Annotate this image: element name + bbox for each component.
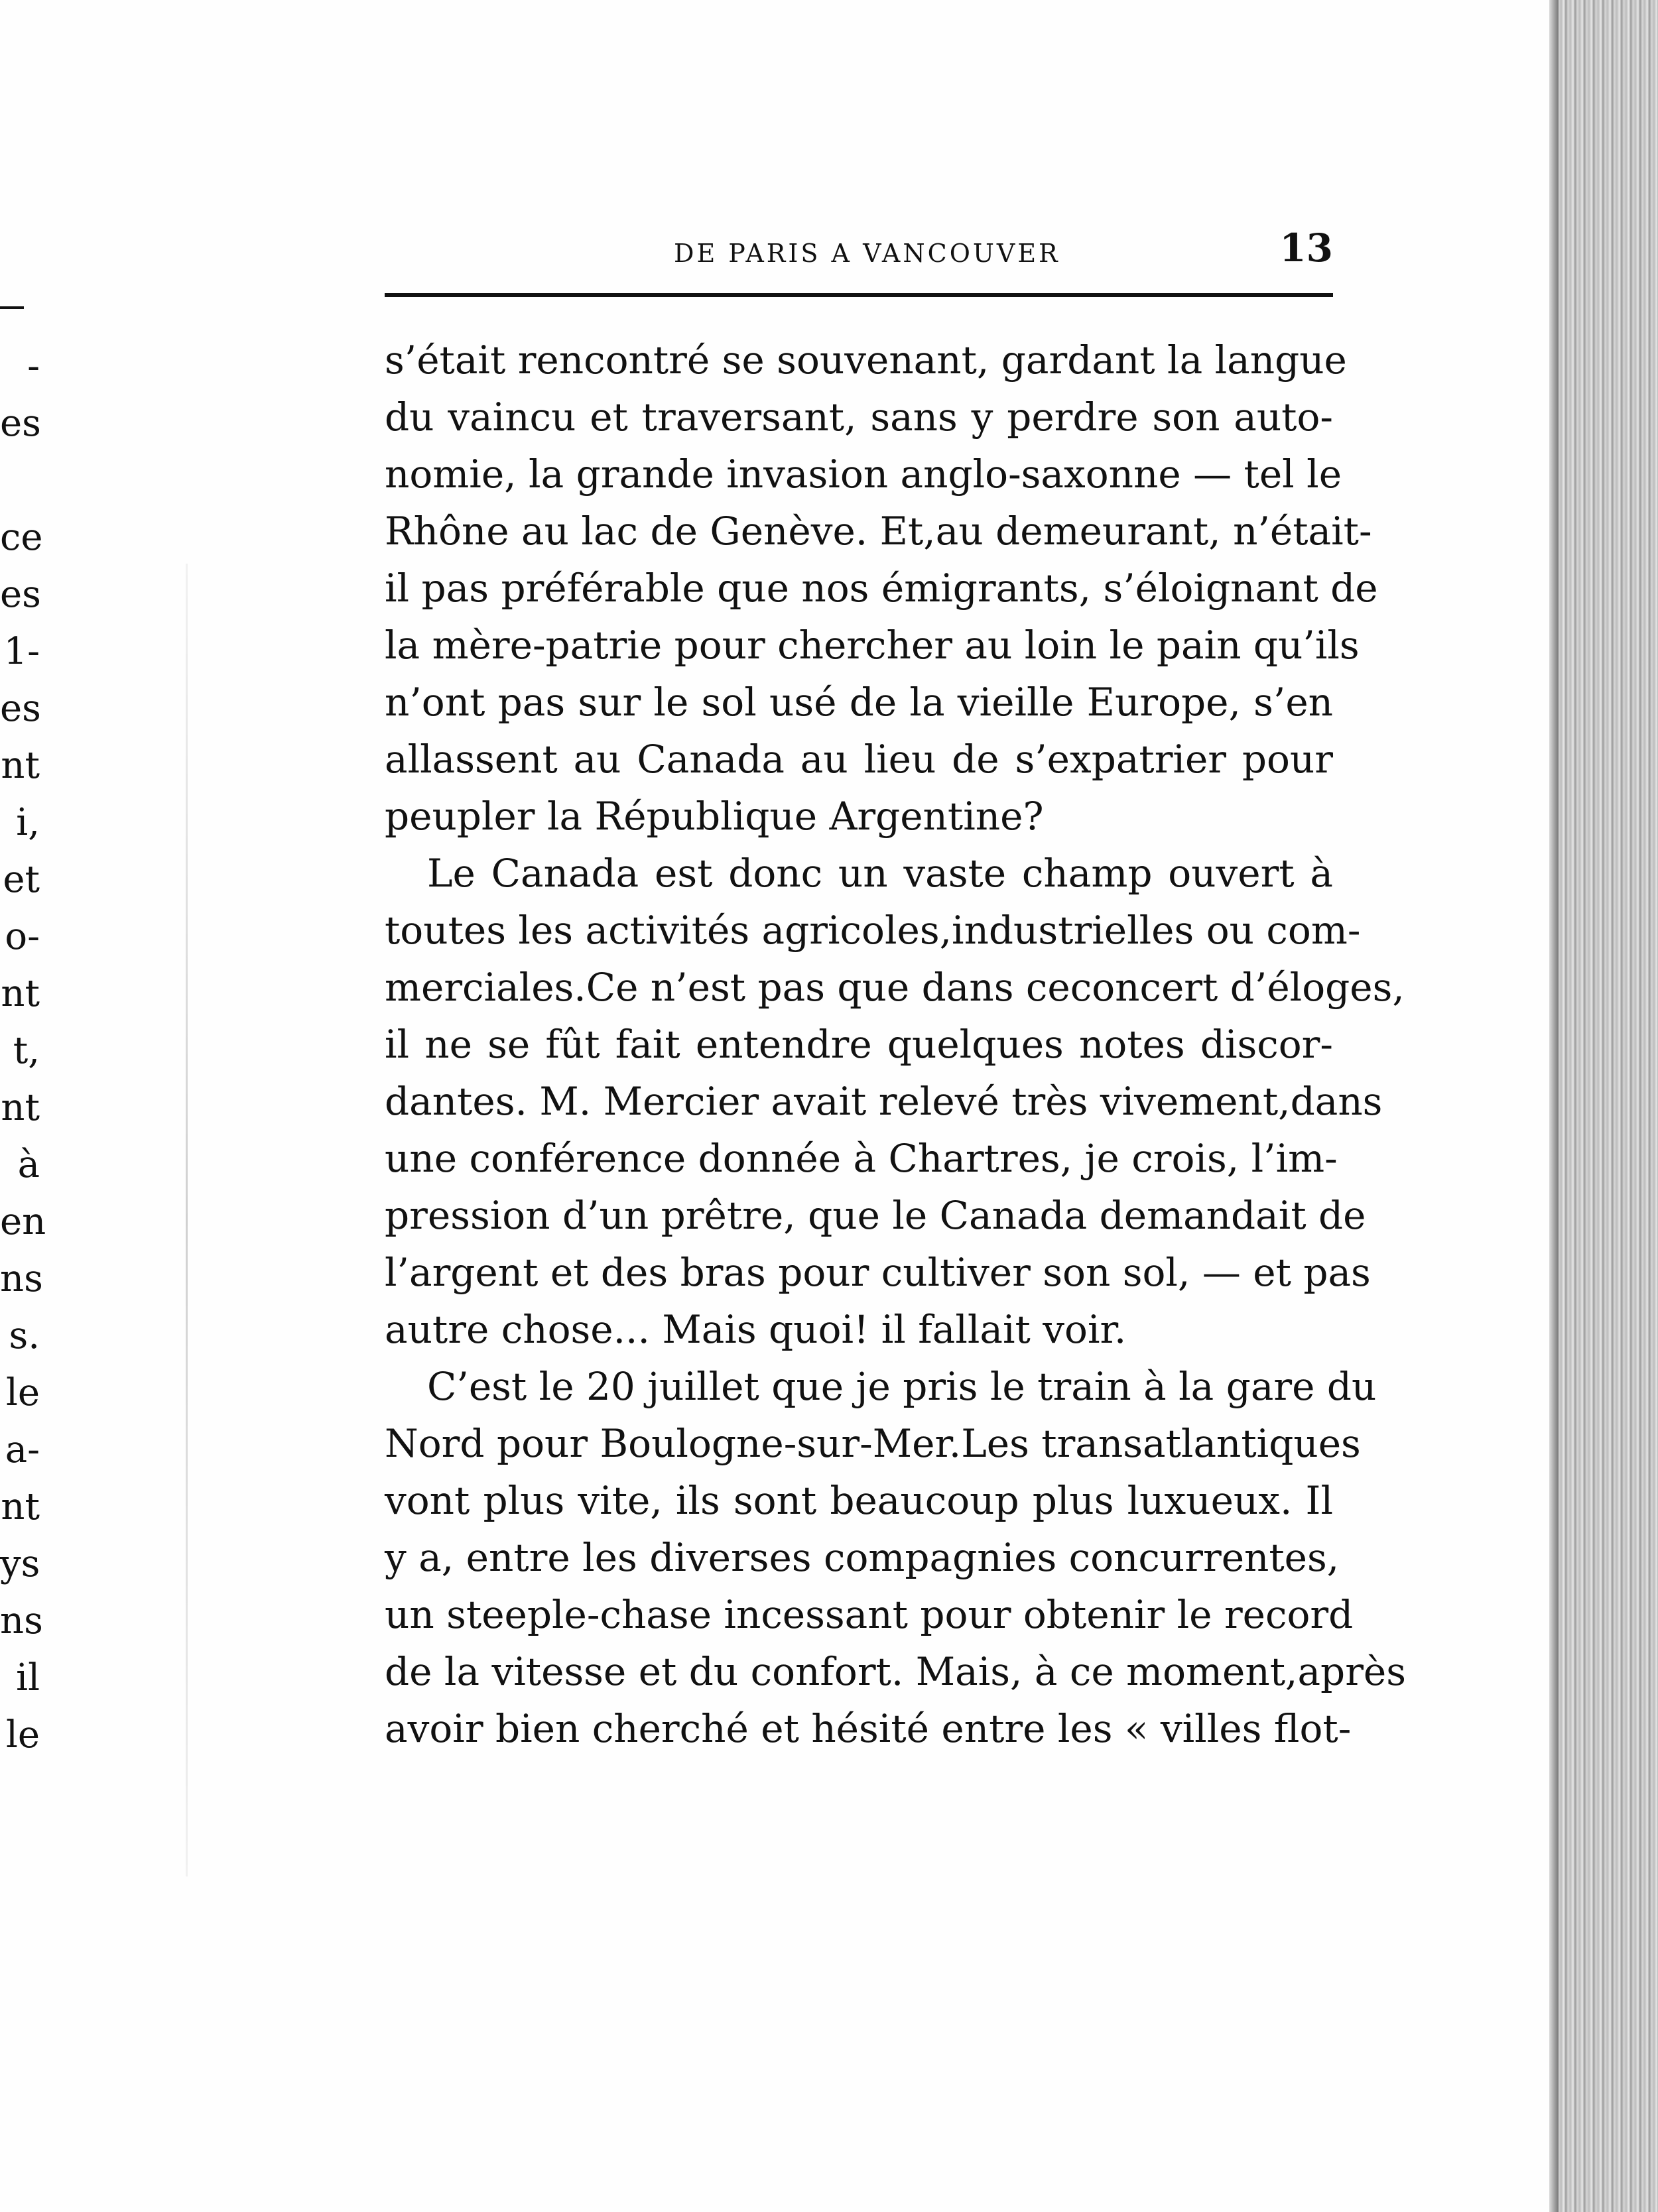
book-page-stack-edge: [1559, 0, 1658, 2212]
running-header: [385, 225, 1333, 278]
text-line: s’était rencontré se souvenant, gardant la langue: [385, 338, 1347, 383]
text-line: nomie, la grande invasion anglo-saxonne — tel le: [385, 452, 1342, 497]
left-fragment-line: nt: [1, 972, 40, 1015]
text-line: y a, entre les diverses compagnies concurrentes,: [385, 1535, 1340, 1580]
text-line: la mère-patrie pour chercher au loin le pain qu’ils: [385, 623, 1360, 668]
text-line: C’est le 20 juillet que je pris le train à la gare du: [427, 1364, 1377, 1409]
text-line: une conférence donnée à Chartres, je crois, l’im-: [385, 1136, 1338, 1181]
text-line: pression d’un prêtre, que le Canada demandait de: [385, 1193, 1366, 1238]
header-rule: [385, 293, 1333, 297]
page-number: 13: [1279, 225, 1333, 271]
left-fragment-line: [0, 452, 40, 509]
running-title: DE PARIS A VANCOUVER: [674, 239, 1060, 268]
left-fragment-line: à: [17, 1143, 40, 1186]
left-fragment-line: le: [5, 1371, 40, 1414]
text-line: il pas préférable que nos émigrants, s’éloignant de: [385, 566, 1378, 611]
text-line: vont plus vite, ils sont beaucoup plus luxueux. Il: [385, 1478, 1333, 1523]
text-line: peupler la République Argentine?: [385, 794, 1044, 839]
text-line: de la vitesse et du confort. Mais, à ce moment,après: [385, 1649, 1407, 1694]
text-line: dantes. M. Mercier avait relevé très vivement,dans: [385, 1079, 1383, 1124]
left-fragment-line: a-: [5, 1428, 40, 1471]
left-fragment-line: t,: [13, 1029, 40, 1072]
left-fragment-line: es: [0, 573, 41, 616]
left-fragment-line: ns: [0, 1257, 43, 1300]
text-line: Le Canada est donc un vaste champ ouvert à: [427, 851, 1333, 896]
text-line: autre chose... Mais quoi! il fallait voir.: [385, 1307, 1127, 1352]
page-edge-shadow: [1549, 0, 1559, 2212]
left-fragment-line: o-: [5, 915, 40, 958]
text-line: il ne se fût fait entendre quelques notes discor-: [385, 1022, 1333, 1067]
text-line: n’ont pas sur le sol usé de la vieille Europe, s’en: [385, 680, 1333, 725]
left-fragment-line: -: [27, 345, 40, 388]
left-fragment-line: ys: [0, 1542, 40, 1585]
text-line: toutes les activités agricoles,industrielles ou com-: [385, 908, 1361, 953]
text-line: du vaincu et traversant, sans y perdre son auto-: [385, 395, 1333, 440]
left-fragment-line: en: [0, 1200, 46, 1243]
body-text: [385, 332, 1407, 1757]
left-fragment-line: s.: [9, 1314, 40, 1357]
left-fragment-line: nt: [1, 744, 40, 787]
left-fragment-line: 1-: [3, 630, 40, 673]
left-fragment-line: nt: [1, 1086, 40, 1129]
left-fragment-line: et: [3, 858, 40, 901]
left-page-fragment: [0, 338, 46, 1764]
text-line: Rhône au lac de Genève. Et,au demeurant, n’était-: [385, 509, 1372, 554]
left-fragment-line: es: [0, 402, 41, 445]
text-line: allassent au Canada au lieu de s’expatrier pour: [385, 737, 1333, 782]
text-line: Nord pour Boulogne-sur-Mer.Les transatlantiques: [385, 1421, 1361, 1466]
left-fragment-line: i,: [16, 801, 40, 844]
left-fragment-line: es: [0, 687, 41, 730]
left-fragment-line: nt: [1, 1485, 40, 1528]
text-line: un steeple-chase incessant pour obtenir le record: [385, 1592, 1354, 1637]
left-fragment-line: ns: [0, 1599, 43, 1642]
gutter-crease: [186, 564, 188, 1876]
left-fragment-line: le: [5, 1713, 40, 1756]
text-line: l’argent et des bras pour cultiver son sol, — et pas: [385, 1250, 1371, 1295]
left-fragment-line: ce: [0, 516, 43, 559]
left-page-rule: [0, 306, 24, 309]
text-line: merciales.Ce n’est pas que dans ceconcert d’éloges,: [385, 965, 1405, 1010]
text-line: avoir bien cherché et hésité entre les « villes flot-: [385, 1706, 1352, 1751]
left-fragment-line: il: [16, 1656, 40, 1699]
